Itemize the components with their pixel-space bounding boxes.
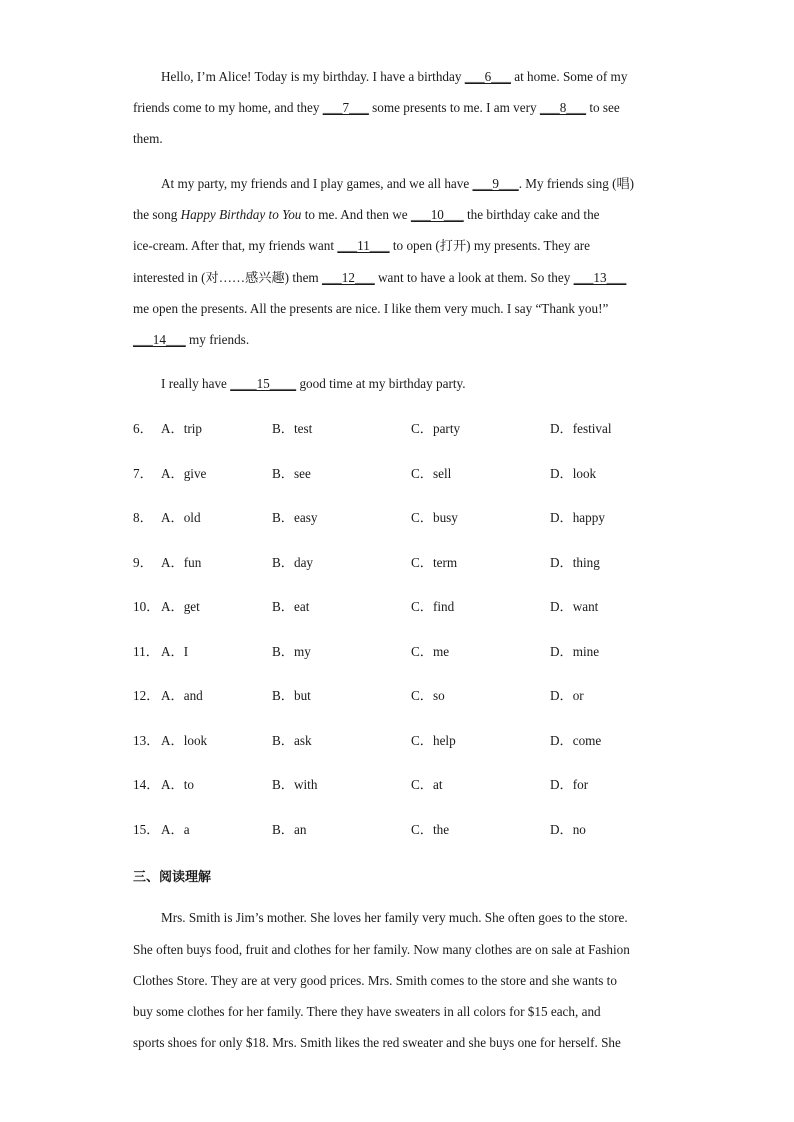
- option-b[interactable]: B．easy: [272, 510, 318, 525]
- text: friends come to my home, and they: [133, 100, 323, 115]
- song-title: Happy Birthday to You: [180, 207, 302, 222]
- text: I really have: [161, 376, 231, 391]
- option-c[interactable]: C．find: [411, 599, 455, 614]
- question-row: [133, 421, 693, 437]
- passage-line: Clothes Store. They are at very good prices. Mrs. Smith comes to the store and she wants to: [133, 973, 617, 988]
- text: interested in (对……感兴趣) them: [133, 270, 322, 285]
- cloze-line: them.: [133, 131, 163, 146]
- blank-13: ___13___: [573, 270, 627, 285]
- option-d[interactable]: D．no: [550, 822, 586, 837]
- option-d[interactable]: D．look: [550, 466, 597, 481]
- option-a[interactable]: A．old: [161, 510, 201, 525]
- question-row: [133, 777, 693, 793]
- option-a[interactable]: A．to: [161, 777, 194, 792]
- blank-7: ___7___: [322, 100, 369, 115]
- option-b[interactable]: B．see: [272, 466, 311, 481]
- question-number: 10．: [133, 599, 160, 614]
- option-d[interactable]: D．mine: [550, 644, 600, 659]
- question-number: 13．: [133, 733, 160, 748]
- option-d[interactable]: D．want: [550, 599, 599, 614]
- question-number: 6．: [133, 421, 153, 436]
- text: the birthday cake and the: [463, 207, 600, 222]
- option-c[interactable]: C．busy: [411, 510, 458, 525]
- cloze-line: [161, 376, 466, 392]
- option-c[interactable]: C．term: [411, 555, 458, 570]
- cloze-line: [133, 100, 620, 116]
- option-b[interactable]: B．ask: [272, 733, 312, 748]
- question-number: 8．: [133, 510, 153, 525]
- question-row: [133, 733, 693, 749]
- question-row: [133, 466, 693, 482]
- text: some presents to me. I am very: [368, 100, 540, 115]
- section-heading: 三、阅读理解: [133, 870, 212, 885]
- blank-10: ___10___: [410, 207, 464, 222]
- text: the song: [133, 207, 181, 222]
- option-a[interactable]: A．fun: [161, 555, 202, 570]
- text: my friends.: [185, 332, 250, 347]
- question-row: [133, 822, 693, 838]
- cloze-line: [133, 332, 249, 348]
- option-b[interactable]: B．with: [272, 777, 318, 792]
- option-d[interactable]: D．festival: [550, 421, 612, 436]
- question-row: [133, 555, 693, 571]
- blank-12: ___12___: [321, 270, 375, 285]
- text: to see: [586, 100, 620, 115]
- option-c[interactable]: C．at: [411, 777, 443, 792]
- cloze-line: [133, 207, 600, 223]
- option-d[interactable]: D．happy: [550, 510, 605, 525]
- blank-14: ___14___: [133, 332, 186, 347]
- option-c[interactable]: C．sell: [411, 466, 452, 481]
- text: good time at my birthday party.: [296, 376, 466, 391]
- option-a[interactable]: A．trip: [161, 421, 203, 436]
- option-b[interactable]: B．but: [272, 688, 311, 703]
- blank-11: ___11___: [337, 238, 390, 253]
- question-row: [133, 688, 693, 704]
- question-number: 11．: [133, 644, 159, 659]
- option-d[interactable]: D．thing: [550, 555, 600, 570]
- question-number: 15．: [133, 822, 160, 837]
- blank-8: ___8___: [539, 100, 587, 115]
- cloze-line: me open the presents. All the presents are nice. I like them very much. I say “Thank you!”: [133, 301, 609, 316]
- text: ice-cream. After that, my friends want: [133, 238, 338, 253]
- option-d[interactable]: D．come: [550, 733, 602, 748]
- text: Hello, I’m Alice! Today is my birthday. I have a birthday: [161, 69, 465, 84]
- text: to me. And then we: [301, 207, 411, 222]
- passage-line: She often buys food, fruit and clothes for her family. Now many clothes are on sale at Fashion: [133, 942, 630, 957]
- blank-15: ____15____: [230, 376, 297, 391]
- text: to open (打开) my presents. They are: [389, 238, 591, 253]
- blank-6: ___6___: [464, 69, 511, 84]
- option-a[interactable]: A．a: [161, 822, 190, 837]
- option-c[interactable]: C．help: [411, 733, 456, 748]
- cloze-line: [133, 270, 626, 286]
- option-a[interactable]: A．get: [161, 599, 200, 614]
- blank-9: ___9___: [472, 176, 519, 191]
- question-number: 12．: [133, 688, 160, 703]
- option-b[interactable]: B．test: [272, 421, 313, 436]
- option-b[interactable]: B．an: [272, 822, 307, 837]
- cloze-line: [133, 238, 590, 254]
- question-number: 14．: [133, 777, 160, 792]
- option-c[interactable]: C．me: [411, 644, 450, 659]
- question-row: [133, 599, 693, 615]
- cloze-line: [161, 69, 627, 85]
- option-b[interactable]: B．day: [272, 555, 314, 570]
- option-d[interactable]: D．or: [550, 688, 584, 703]
- cloze-line: [161, 176, 634, 192]
- question-number: 7．: [133, 466, 153, 481]
- passage-line: buy some clothes for her family. There they have sweaters in all colors for $15 each, and: [133, 1004, 601, 1019]
- text: . My friends sing (唱): [518, 176, 635, 191]
- option-b[interactable]: B．my: [272, 644, 311, 659]
- passage-line: Mrs. Smith is Jim’s mother. She loves her family very much. She often goes to the store.: [161, 910, 628, 925]
- option-a[interactable]: A．give: [161, 466, 207, 481]
- question-row: [133, 644, 693, 660]
- option-d[interactable]: D．for: [550, 777, 589, 792]
- option-b[interactable]: B．eat: [272, 599, 310, 614]
- question-row: [133, 510, 693, 526]
- option-c[interactable]: C．party: [411, 421, 461, 436]
- question-number: 9．: [133, 555, 153, 570]
- passage-line: sports shoes for only $18. Mrs. Smith likes the red sweater and she buys one for herself. She: [133, 1035, 621, 1050]
- option-c[interactable]: C．so: [411, 688, 445, 703]
- option-c[interactable]: C．the: [411, 822, 450, 837]
- text: at home. Some of my: [510, 69, 628, 84]
- option-a[interactable]: A．I: [161, 644, 189, 659]
- option-a[interactable]: A．look: [161, 733, 208, 748]
- option-a[interactable]: A．and: [161, 688, 203, 703]
- text: At my party, my friends and I play games, and we all have: [161, 176, 473, 191]
- text: want to have a look at them. So they: [374, 270, 574, 285]
